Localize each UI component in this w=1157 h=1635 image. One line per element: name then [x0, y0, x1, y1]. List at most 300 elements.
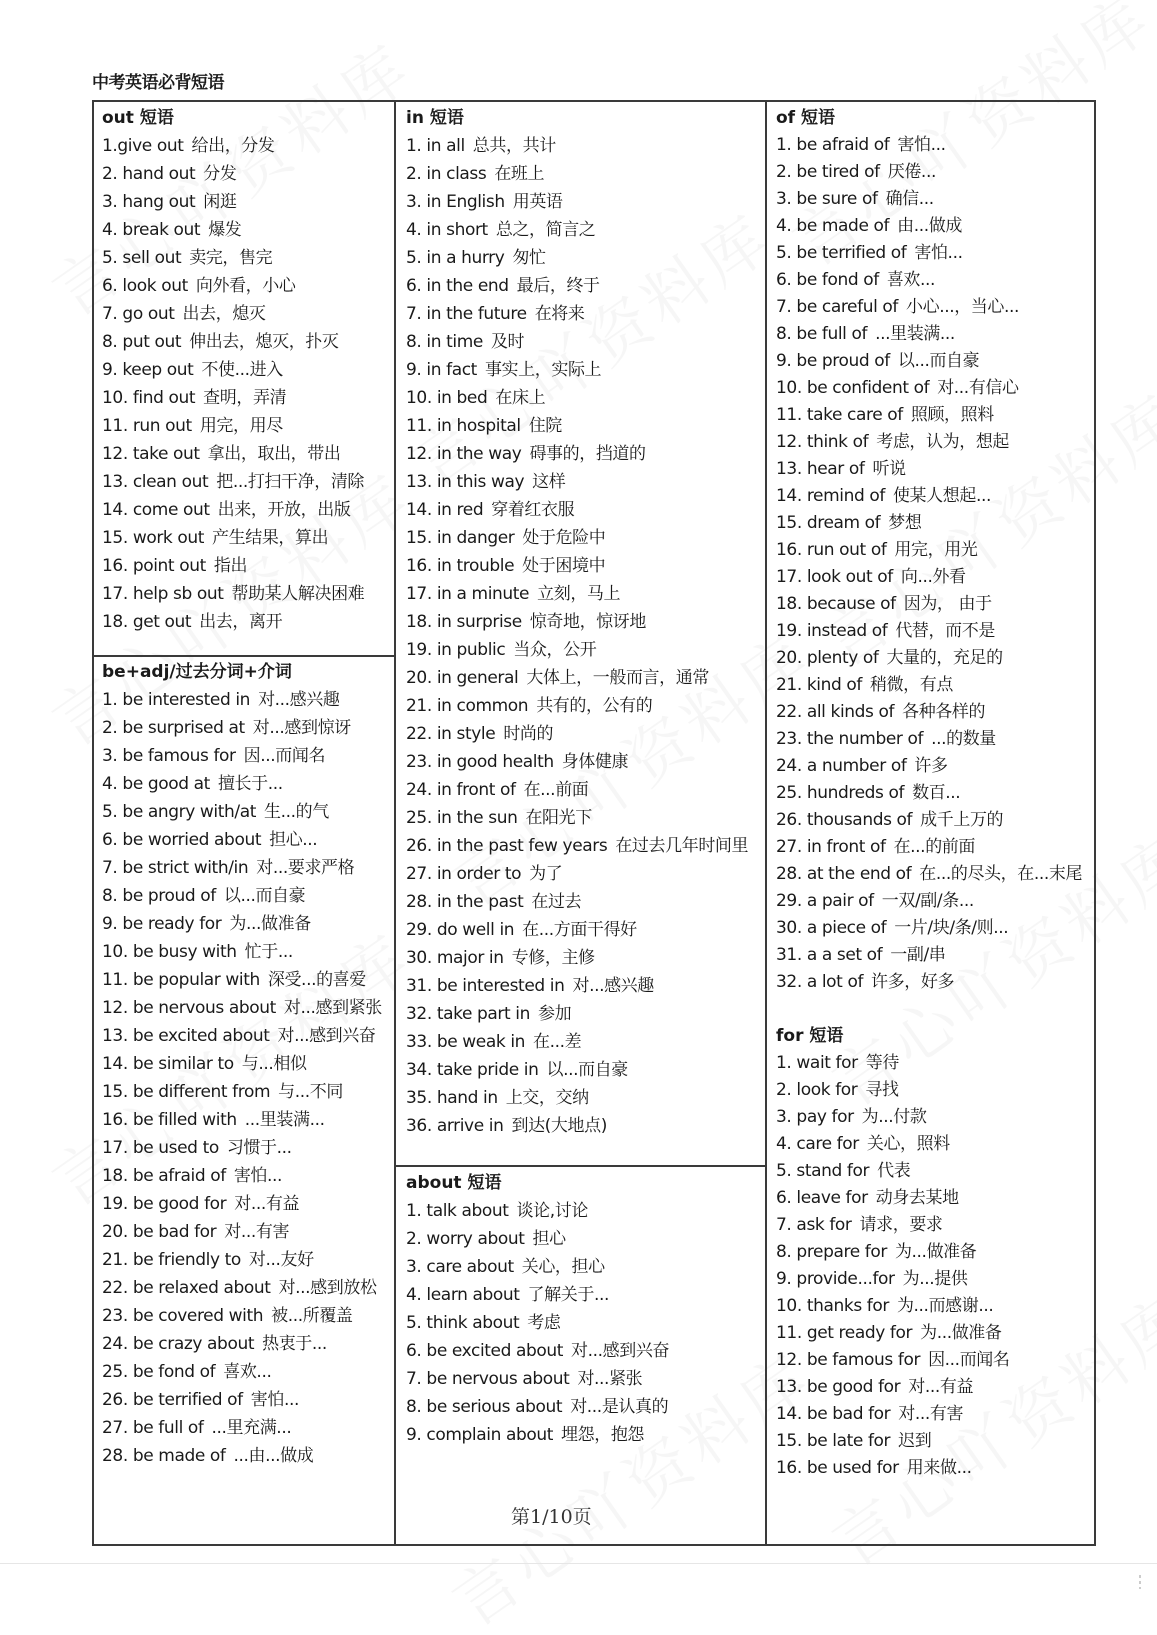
phrase-item [776, 1077, 1010, 1104]
section-for [776, 1023, 1010, 1482]
phrase-english: 2. worry about [406, 1229, 525, 1249]
section-heading: be+adj/过去分词+介词 [102, 662, 292, 682]
phrase-item [776, 402, 1082, 429]
phrase-item [102, 300, 364, 328]
phrase-english: 24. a number of [776, 756, 907, 776]
phrase-english: 20. in general [406, 668, 519, 688]
phrase-english: 6. be worried about [102, 830, 262, 850]
phrase-chinese: 对...紧张 [577, 1369, 643, 1389]
phrase-english: 1. wait for [776, 1053, 858, 1073]
phrase-english: 32. a lot of [776, 972, 864, 992]
phrase-item [406, 1393, 669, 1421]
section-divider [396, 1165, 765, 1167]
phrase-item [406, 552, 748, 580]
phrase-english: 12. in the way [406, 444, 522, 464]
phrase-item [776, 1401, 1010, 1428]
phrase-english: 16. be used for [776, 1458, 899, 1478]
phrase-english: 2. be tired of [776, 162, 880, 182]
phrase-chinese: 对...有害 [898, 1404, 964, 1424]
phrase-chinese: 梦想 [888, 513, 922, 533]
phrase-english: 8. be proud of [102, 886, 216, 906]
phrase-item [102, 160, 364, 188]
phrase-chinese: 一双/副/条... [881, 891, 974, 911]
phrase-item [406, 1084, 748, 1112]
phrase-english: 15. dream of [776, 513, 881, 533]
phrase-english: 7. in the future [406, 304, 527, 324]
phrase-english: 17. in a minute [406, 584, 530, 604]
phrase-chinese: 在阳光下 [525, 808, 592, 828]
phrase-item [102, 468, 364, 496]
phrase-item [102, 1358, 382, 1386]
phrase-chinese: 在...前面 [523, 780, 589, 800]
section-out [102, 104, 364, 636]
phrase-item [102, 1414, 382, 1442]
phrase-item [406, 1421, 669, 1449]
phrase-english: 10. find out [102, 388, 196, 408]
phrase-chinese: 对...要求严格 [256, 858, 355, 878]
phrase-item [102, 496, 364, 524]
phrase-chinese: 担心 [532, 1229, 566, 1249]
phrase-item [102, 244, 364, 272]
phrase-chinese: 习惯于... [226, 1138, 292, 1158]
phrase-english: 15. in danger [406, 528, 515, 548]
phrase-english: 16. point out [102, 556, 206, 576]
phrase-english: 8. be serious about [406, 1397, 563, 1417]
phrase-chinese: 为...而感谢... [896, 1296, 994, 1316]
phrase-chinese: 被...所覆盖 [271, 1306, 353, 1326]
phrase-english: 27. be full of [102, 1418, 204, 1438]
phrase-english: 2. look for [776, 1080, 858, 1100]
phrase-chinese: 深受...的喜爱 [267, 970, 366, 990]
phrase-english: 8. in time [406, 332, 483, 352]
phrase-item [102, 552, 364, 580]
phrase-item [776, 672, 1082, 699]
column-divider [765, 102, 767, 1544]
column-divider [394, 102, 396, 1544]
section-of [776, 105, 1082, 996]
phrase-english: 3. pay for [776, 1107, 854, 1127]
phrase-chinese: 处于困境中 [522, 556, 606, 576]
phrase-chinese: 对...有害 [224, 1222, 290, 1242]
phrase-item [406, 1337, 669, 1365]
phrase-item [102, 714, 382, 742]
section-heading: of 短语 [776, 108, 835, 128]
phrase-item [776, 1104, 1010, 1131]
phrase-item [406, 1309, 669, 1337]
phrase-item [776, 159, 1082, 186]
phrase-chinese: 共有的，公有的 [536, 696, 653, 716]
phrase-item [776, 429, 1082, 456]
phrase-english: 15. be different from [102, 1082, 271, 1102]
phrase-english: 13. in this way [406, 472, 525, 492]
phrase-english: 27. in front of [776, 837, 886, 857]
phrase-english: 6. be fond of [776, 270, 879, 290]
phrase-english: 1. be afraid of [776, 135, 890, 155]
phrase-english: 9. provide...for [776, 1269, 895, 1289]
phrase-item [102, 882, 382, 910]
phrase-chinese: 在将来 [534, 304, 585, 324]
phrase-chinese: 害怕... [897, 135, 946, 155]
phrase-chinese: 身体健康 [561, 752, 629, 772]
phrase-chinese: 上交，交纳 [505, 1088, 589, 1108]
phrase-english: 3. care about [406, 1257, 514, 1277]
phrase-item [406, 132, 748, 160]
phrase-chinese: 害怕... [250, 1390, 299, 1410]
phrase-english: 1. be interested in [102, 690, 251, 710]
phrase-english: 16. be filled with [102, 1110, 237, 1130]
phrase-chinese: 查明，弄清 [203, 388, 287, 408]
phrase-item [102, 826, 382, 854]
phrase-english: 11. be popular with [102, 970, 260, 990]
phrase-chinese: 为...提供 [902, 1269, 968, 1289]
phrase-english: 17. be used to [102, 1138, 219, 1158]
phrase-chinese: ...由...做成 [233, 1446, 314, 1466]
phrase-chinese: 出去，熄灭 [182, 304, 266, 324]
phrase-english: 1. in all [406, 136, 465, 156]
phrase-chinese: 把...打扫干净，清除 [216, 472, 365, 492]
phrase-chinese: 出去，离开 [199, 612, 283, 632]
phrase-english: 30. major in [406, 948, 504, 968]
phrase-item [406, 1056, 748, 1084]
phrase-chinese: 对...有信心 [937, 378, 1019, 398]
phrase-english: 5. be terrified of [776, 243, 907, 263]
phrase-chinese: 各种各样的 [902, 702, 986, 722]
phrase-chinese: 大体上，一般而言，通常 [526, 668, 709, 688]
phrase-item [776, 942, 1082, 969]
phrase-chinese: 分发 [203, 164, 237, 184]
phrase-item [102, 910, 382, 938]
phrase-item [776, 1347, 1010, 1374]
phrase-item [406, 1000, 748, 1028]
phrase-item [406, 832, 748, 860]
phrase-english: 7. be strict with/in [102, 858, 249, 878]
phrase-english: 5. sell out [102, 248, 182, 268]
phrase-english: 9. be proud of [776, 351, 890, 371]
phrase-chinese: 对...感到紧张 [283, 998, 382, 1018]
phrase-item [776, 294, 1082, 321]
phrase-chinese: 因...而闻名 [243, 746, 326, 766]
phrase-chinese: 生...的气 [264, 802, 329, 822]
phrase-item [776, 240, 1082, 267]
phrase-chinese: 因...而闻名 [928, 1350, 1010, 1370]
phrase-item [102, 1386, 382, 1414]
phrase-chinese: 产生结果，算出 [212, 528, 329, 548]
section-heading: for 短语 [776, 1026, 844, 1046]
phrase-item [776, 699, 1082, 726]
phrase-english: 6. be excited about [406, 1341, 564, 1361]
phrase-item [406, 216, 748, 244]
phrase-item [406, 440, 748, 468]
phrase-item [406, 300, 748, 328]
phrase-chinese: 指出 [213, 556, 248, 576]
phrase-item [102, 216, 364, 244]
phrase-english: 23. be covered with [102, 1306, 264, 1326]
phrase-chinese: 擅长于... [217, 774, 283, 794]
phrase-chinese: ...里装满... [875, 324, 955, 344]
phrase-chinese: 厌倦... [887, 162, 936, 182]
phrase-english: 3. in English [406, 192, 505, 212]
phrase-chinese: 对...感到惊讶 [252, 718, 351, 738]
phrase-item [406, 776, 748, 804]
phrase-chinese: 动身去某地 [875, 1188, 959, 1208]
phrase-english: 28. in the past [406, 892, 524, 912]
phrase-english: 23. in good health [406, 752, 554, 772]
phrase-english: 29. do well in [406, 920, 515, 940]
phrase-english: 10. be busy with [102, 942, 237, 962]
phrase-chinese: 当众，公开 [513, 640, 597, 660]
phrase-chinese: 大量的，充足的 [886, 648, 1003, 668]
phrase-item [102, 1162, 382, 1190]
phrase-item [406, 412, 748, 440]
section-in [406, 104, 748, 1140]
section-divider [94, 655, 394, 657]
phrase-chinese: 惊奇地，惊讶地 [529, 612, 646, 632]
phrase-chinese: 到达(大地点) [511, 1116, 607, 1136]
phrase-item [776, 915, 1082, 942]
phrase-english: 3. hang out [102, 192, 196, 212]
phrase-english: 22. be relaxed about [102, 1278, 271, 1298]
phrase-item [776, 888, 1082, 915]
phrase-item [776, 564, 1082, 591]
phrase-item [776, 1455, 1010, 1482]
phrase-english: 8. put out [102, 332, 182, 352]
phrase-english: 26. be terrified of [102, 1390, 243, 1410]
phrase-chinese: 由...做成 [897, 216, 962, 236]
phrase-chinese: 成千上万的 [920, 810, 1004, 830]
phrase-item [406, 1225, 669, 1253]
phrase-english: 33. be weak in [406, 1032, 526, 1052]
phrase-english: 21. be friendly to [102, 1250, 241, 1270]
section-about [406, 1169, 669, 1449]
phrase-chinese: 对...感到兴奋 [571, 1341, 670, 1361]
phrase-item [406, 664, 748, 692]
phrase-chinese: 向...外看 [900, 567, 966, 587]
phrase-english: 14. be similar to [102, 1054, 234, 1074]
phrase-chinese: 最后，终于 [516, 276, 600, 296]
phrase-english: 7. go out [102, 304, 175, 324]
phrase-english: 5. think about [406, 1313, 520, 1333]
phrase-chinese: 担心... [269, 830, 318, 850]
phrase-chinese: 确信... [885, 189, 934, 209]
phrase-chinese: 关心，照料 [866, 1134, 950, 1154]
phrase-item [102, 686, 382, 714]
phrase-english: 6. look out [102, 276, 188, 296]
phrase-item [406, 1281, 669, 1309]
phrase-item [776, 807, 1082, 834]
phrase-item [406, 524, 748, 552]
phrase-english: 14. be bad for [776, 1404, 891, 1424]
phrase-english: 19. instead of [776, 621, 888, 641]
phrase-item [406, 972, 748, 1000]
phrase-chinese: 在过去 [531, 892, 582, 912]
phrase-chinese: 谈论,讨论 [516, 1201, 588, 1221]
phrase-chinese: 对...有益 [234, 1194, 300, 1214]
phrase-item [102, 608, 364, 636]
phrase-english: 10. be confident of [776, 378, 930, 398]
phrase-english: 28. at the end of [776, 864, 912, 884]
phrase-english: 20. plenty of [776, 648, 879, 668]
phrase-english: 7. be careful of [776, 297, 898, 317]
phrase-english: 15. be late for [776, 1431, 891, 1451]
phrase-english: 36. arrive in [406, 1116, 504, 1136]
phrase-chinese: 给出，分发 [191, 136, 275, 156]
phrase-chinese: 听说 [872, 459, 906, 479]
phrase-item [406, 1365, 669, 1393]
phrase-chinese: 这样 [532, 472, 566, 492]
phrase-chinese: 寻找 [865, 1080, 899, 1100]
phrase-item [406, 888, 748, 916]
phrase-item [102, 742, 382, 770]
phrase-chinese: 以...而自豪 [546, 1060, 628, 1080]
phrase-chinese: 对...是认真的 [570, 1397, 669, 1417]
phrase-item [102, 1274, 382, 1302]
phrase-item [406, 188, 748, 216]
phrase-english: 2. be surprised at [102, 718, 245, 738]
phrase-item [776, 861, 1082, 888]
phrase-chinese: 一片/块/条/则... [894, 918, 1009, 938]
phrase-item [102, 1442, 382, 1470]
phrase-chinese: 一副/串 [890, 945, 946, 965]
phrase-english: 28. be made of [102, 1446, 226, 1466]
phrase-chinese: 用来做... [906, 1458, 972, 1478]
phrase-item [102, 580, 364, 608]
phrase-chinese: 在过去几年时间里 [615, 836, 749, 856]
phrase-english: 17. look out of [776, 567, 893, 587]
phrase-english: 24. be crazy about [102, 1334, 255, 1354]
phrase-english: 6. in the end [406, 276, 509, 296]
phrase-item [776, 483, 1082, 510]
phrase-item [102, 966, 382, 994]
phrase-english: 2. in class [406, 164, 487, 184]
phrase-english: 8. be full of [776, 324, 868, 344]
phrase-english: 35. hand in [406, 1088, 498, 1108]
phrase-item [102, 132, 364, 160]
phrase-english: 25. hundreds of [776, 783, 905, 803]
phrase-english: 34. take pride in [406, 1060, 539, 1080]
phrase-english: 4. be good at [102, 774, 210, 794]
phrase-english: 14. remind of [776, 486, 885, 506]
phrase-chinese: 穿着红衣服 [491, 500, 575, 520]
phrase-chinese: 等待 [865, 1053, 899, 1073]
phrase-item [776, 1212, 1010, 1239]
phrase-chinese: 对...友好 [248, 1250, 314, 1270]
phrase-chinese: 为...做准备 [229, 914, 311, 934]
phrase-item [406, 804, 748, 832]
phrase-english: 6. leave for [776, 1188, 868, 1208]
phrase-chinese: 代替，而不是 [895, 621, 995, 641]
page-bottom-rule [0, 1563, 1157, 1564]
phrase-chinese: 以...而自豪 [897, 351, 980, 371]
phrase-english: 4. care for [776, 1134, 859, 1154]
phrase-chinese: 考虑 [527, 1313, 561, 1333]
phrase-item [102, 412, 364, 440]
phrase-chinese: 害怕... [914, 243, 963, 263]
phrase-item [776, 618, 1082, 645]
phrase-english: 18. in surprise [406, 612, 522, 632]
phrase-item [406, 748, 748, 776]
phrase-english: 7. ask for [776, 1215, 852, 1235]
phrase-english: 16. run out of [776, 540, 887, 560]
phrase-item [776, 1185, 1010, 1212]
phrase-item [406, 468, 748, 496]
phrase-chinese: 为...做准备 [920, 1323, 1002, 1343]
phrase-item [776, 1266, 1010, 1293]
phrase-chinese: 小心...，当心... [906, 297, 1020, 317]
phrase-english: 13. clean out [102, 472, 209, 492]
phrase-chinese: 向外看，小心 [195, 276, 296, 296]
phrase-item [406, 1028, 748, 1056]
phrase-chinese: 时尚的 [503, 724, 554, 744]
phrase-chinese: 为...付款 [861, 1107, 927, 1127]
phrase-chinese: 对...感到放松 [278, 1278, 377, 1298]
phrase-item [102, 770, 382, 798]
phrase-item [776, 1158, 1010, 1185]
phrase-chinese: ...的数量 [931, 729, 996, 749]
phrase-english: 27. in order to [406, 864, 522, 884]
page-indicator: 第1/10页 [511, 1506, 592, 1528]
section-heading: out 短语 [102, 108, 174, 128]
phrase-chinese: 住院 [528, 416, 562, 436]
phrase-item [776, 1239, 1010, 1266]
phrase-item [776, 1131, 1010, 1158]
phrase-chinese: 匆忙 [512, 248, 546, 268]
phrase-english: 18. be afraid of [102, 1166, 226, 1186]
phrase-chinese: 用英语 [512, 192, 563, 212]
phrase-english: 11. in hospital [406, 416, 521, 436]
phrase-item [102, 188, 364, 216]
phrase-chinese: 不使...进入 [201, 360, 283, 380]
phrase-item [102, 1330, 382, 1358]
phrase-english: 26. thousands of [776, 810, 913, 830]
phrase-chinese: 用完，用尽 [199, 416, 283, 436]
phrase-chinese: 对...感到兴奋 [277, 1026, 376, 1046]
phrase-english: 9. keep out [102, 360, 194, 380]
phrase-chinese: 使某人想起... [892, 486, 991, 506]
phrase-item [102, 1246, 382, 1274]
phrase-item [406, 1197, 669, 1225]
phrase-item [776, 1293, 1010, 1320]
phrase-item [102, 1218, 382, 1246]
phrase-english: 12. think of [776, 432, 869, 452]
phrase-english: 11. get ready for [776, 1323, 913, 1343]
phrase-chinese: 及时 [490, 332, 525, 352]
phrase-chinese: 伸出去，熄灭，扑灭 [189, 332, 339, 352]
phrase-table [92, 100, 1096, 1546]
phrase-chinese: 出来，开放，出版 [217, 500, 351, 520]
phrase-english: 12. be nervous about [102, 998, 276, 1018]
phrase-chinese: 拿出，取出，带出 [207, 444, 341, 464]
phrase-item [406, 636, 748, 664]
phrase-chinese: 在...的尽头，在...末尾 [919, 864, 1083, 884]
phrase-item [406, 608, 748, 636]
phrase-chinese: 总共，共计 [472, 136, 556, 156]
phrase-english: 18. because of [776, 594, 896, 614]
phrase-english: 13. hear of [776, 459, 865, 479]
phrase-english: 13. be excited about [102, 1026, 270, 1046]
phrase-chinese: 参加 [538, 1004, 572, 1024]
phrase-item [776, 186, 1082, 213]
phrase-english: 4. break out [102, 220, 201, 240]
phrase-chinese: 帮助某人解决困难 [231, 584, 365, 604]
phrase-chinese: 照顾，照料 [910, 405, 994, 425]
phrase-english: 25. be fond of [102, 1362, 216, 1382]
phrase-item [776, 348, 1082, 375]
phrase-english: 26. in the past few years [406, 836, 608, 856]
section-be-adj-prep [102, 658, 382, 1470]
phrase-item [776, 267, 1082, 294]
phrase-item [102, 1078, 382, 1106]
phrase-english: 5. stand for [776, 1161, 870, 1181]
